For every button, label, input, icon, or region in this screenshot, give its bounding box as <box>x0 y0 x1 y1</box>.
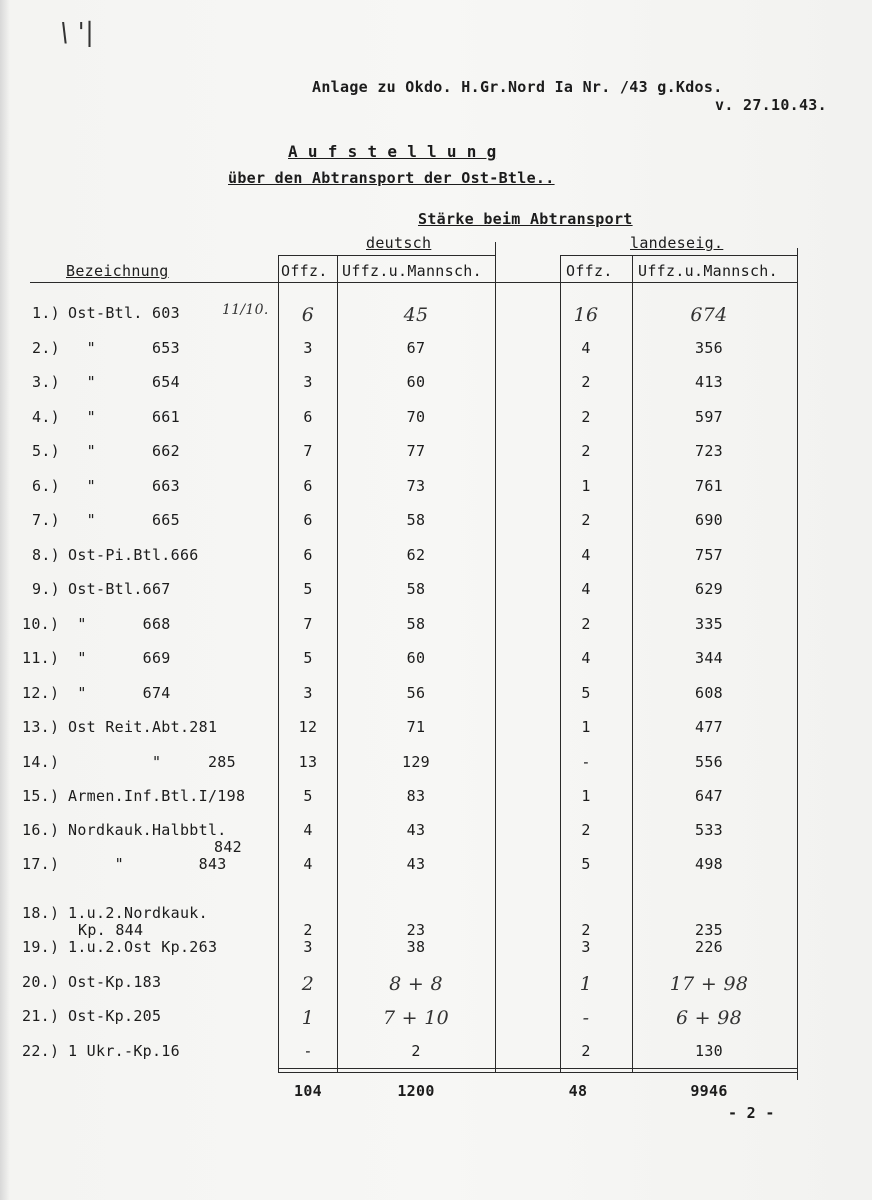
cell-uffz-deutsch: 62 <box>406 546 426 564</box>
page-number: - 2 - <box>728 1104 775 1122</box>
cell-uffz-deutsch: 77 <box>406 442 426 460</box>
cell-offz-deutsch: 5 <box>303 787 313 805</box>
cell-offz-landeseig: 3 <box>581 938 591 956</box>
cell-offz-landeseig: 2 <box>581 1042 591 1060</box>
cell-offz-deutsch: 2 <box>301 973 315 995</box>
row-number: 1.) <box>32 304 60 322</box>
header-bezeichnung: Bezeichnung <box>66 262 169 280</box>
row-designation: Ost-Kp.205 <box>68 1007 162 1025</box>
total-offz-deutsch: 104 <box>294 1082 322 1100</box>
cell-uffz-deutsch: 58 <box>406 511 426 529</box>
header-uffz-deutsch: Uffz.u.Mannsch. <box>342 262 482 280</box>
row-number: 11.) <box>22 649 60 667</box>
cell-uffz-landeseig: 226 <box>695 938 723 956</box>
cell-uffz-landeseig: 413 <box>695 373 723 391</box>
row-number: 8.) <box>32 546 60 564</box>
header-rule-landeseig <box>560 255 798 256</box>
cell-uffz-landeseig: 629 <box>695 580 723 598</box>
cell-uffz-landeseig: 761 <box>695 477 723 495</box>
cell-uffz-landeseig: 335 <box>695 615 723 633</box>
cell-offz-landeseig: 4 <box>581 649 591 667</box>
header-uffz-landeseig: Uffz.u.Mannsch. <box>638 262 778 280</box>
row-designation: Armen.Inf.Btl.I/198 <box>68 787 246 805</box>
cell-uffz-deutsch: 60 <box>406 649 426 667</box>
cell-uffz-landeseig: 356 <box>695 339 723 357</box>
cell-offz-landeseig: - <box>582 1007 590 1029</box>
row-number: 18.) <box>22 904 60 922</box>
cell-uffz-landeseig: 235 <box>695 921 723 939</box>
cell-offz-landeseig: 1 <box>579 973 593 995</box>
cell-uffz-landeseig: 608 <box>695 684 723 702</box>
cell-uffz-landeseig: 17 + 98 <box>669 973 749 995</box>
row-designation: " 661 <box>68 408 180 426</box>
row-designation: " 669 <box>68 649 171 667</box>
cell-offz-landeseig: - <box>581 753 591 771</box>
header-bottom-rule <box>30 282 798 283</box>
cell-uffz-landeseig: 477 <box>695 718 723 736</box>
cell-offz-deutsch: 4 <box>303 821 313 839</box>
cell-uffz-landeseig: 6 + 98 <box>675 1007 743 1029</box>
cell-uffz-landeseig: 757 <box>695 546 723 564</box>
total-offz-landeseig: 48 <box>568 1082 588 1100</box>
row-number: 20.) <box>22 973 60 991</box>
row-number: 16.) <box>22 821 60 839</box>
page-edge-shadow <box>0 0 10 1200</box>
cell-offz-deutsch: 3 <box>303 684 313 702</box>
reference-line-2: v. 27.10.43. <box>715 96 827 114</box>
cell-offz-deutsch: 6 <box>303 477 313 495</box>
cell-offz-landeseig: 2 <box>581 442 591 460</box>
row-designation: " 843 <box>68 855 227 873</box>
row-number: 2.) <box>32 339 60 357</box>
header-offz-deutsch: Offz. <box>281 262 328 280</box>
cell-offz-deutsch: 13 <box>298 753 318 771</box>
cell-offz-deutsch: 5 <box>303 649 313 667</box>
cell-uffz-deutsch: 60 <box>406 373 426 391</box>
cell-uffz-deutsch: 43 <box>406 821 426 839</box>
cell-uffz-landeseig: 597 <box>695 408 723 426</box>
cell-offz-landeseig: 2 <box>581 615 591 633</box>
row-designation: " 653 <box>68 339 180 357</box>
cell-offz-landeseig: 2 <box>581 408 591 426</box>
cell-offz-landeseig: 4 <box>581 339 591 357</box>
cell-uffz-landeseig: 690 <box>695 511 723 529</box>
cell-uffz-landeseig: 723 <box>695 442 723 460</box>
total-uffz-deutsch: 1200 <box>397 1082 435 1100</box>
cell-offz-deutsch: 12 <box>298 718 318 736</box>
row-designation: " 663 <box>68 477 180 495</box>
row-number: 12.) <box>22 684 60 702</box>
cell-offz-landeseig: 5 <box>581 855 591 873</box>
cell-offz-deutsch: 7 <box>303 615 313 633</box>
cell-offz-deutsch: 6 <box>301 304 315 326</box>
cell-uffz-deutsch: 70 <box>406 408 426 426</box>
column-line-3 <box>495 242 496 1073</box>
cell-offz-landeseig: 1 <box>581 718 591 736</box>
handwritten-marks: \ '| <box>60 18 95 48</box>
header-rule-deutsch <box>278 255 496 256</box>
cell-uffz-deutsch: 45 <box>403 304 429 326</box>
row-designation: Nordkauk.Halbbtl. <box>68 821 227 839</box>
row-designation: " 662 <box>68 442 180 460</box>
header-group-staerke: Stärke beim Abtransport <box>418 210 633 228</box>
row-number: 3.) <box>32 373 60 391</box>
column-line-5 <box>632 255 633 1073</box>
cell-uffz-landeseig: 498 <box>695 855 723 873</box>
header-deutsch: deutsch <box>366 234 432 252</box>
row-number: 13.) <box>22 718 60 736</box>
row-number: 17.) <box>22 855 60 873</box>
cell-offz-deutsch: 1 <box>301 1007 315 1029</box>
total-uffz-landeseig: 9946 <box>690 1082 728 1100</box>
cell-uffz-deutsch: 56 <box>406 684 426 702</box>
cell-uffz-deutsch: 73 <box>406 477 426 495</box>
row-number: 22.) <box>22 1042 60 1060</box>
row-number: 4.) <box>32 408 60 426</box>
row-number: 21.) <box>22 1007 60 1025</box>
row-designation: 1.u.2.Ost Kp.263 <box>68 938 218 956</box>
cell-offz-landeseig: 2 <box>581 373 591 391</box>
cell-uffz-landeseig: 130 <box>695 1042 723 1060</box>
column-line-6 <box>797 248 798 1080</box>
header-offz-landeseig: Offz. <box>566 262 613 280</box>
cell-offz-deutsch: 7 <box>303 442 313 460</box>
row-designation: " 668 <box>68 615 171 633</box>
cell-offz-deutsch: 3 <box>303 938 313 956</box>
row-designation: " 665 <box>68 511 180 529</box>
row-designation: " 674 <box>68 684 171 702</box>
totals-rule <box>278 1068 798 1069</box>
cell-offz-landeseig: 1 <box>581 477 591 495</box>
reference-line-1: Anlage zu Okdo. H.Gr.Nord Ia Nr. /43 g.Kdos. <box>312 78 723 96</box>
cell-offz-landeseig: 2 <box>581 511 591 529</box>
row-designation: " 285 <box>68 753 236 771</box>
cell-uffz-deutsch: 129 <box>402 753 430 771</box>
cell-offz-landeseig: 4 <box>581 546 591 564</box>
row-designation: Ost-Btl. 603 <box>68 304 180 322</box>
cell-offz-deutsch: 6 <box>303 546 313 564</box>
row-designation: Ost-Pi.Btl.666 <box>68 546 199 564</box>
row-designation: Ost-Btl.667 <box>68 580 171 598</box>
row-designation: Ost Reit.Abt.281 <box>68 718 218 736</box>
cell-uffz-landeseig: 344 <box>695 649 723 667</box>
cell-uffz-deutsch: 2 <box>411 1042 421 1060</box>
cell-uffz-landeseig: 533 <box>695 821 723 839</box>
cell-uffz-deutsch: 83 <box>406 787 426 805</box>
row-number: 10.) <box>22 615 60 633</box>
row-designation: 1 Ukr.-Kp.16 <box>68 1042 180 1060</box>
cell-uffz-deutsch: 58 <box>406 580 426 598</box>
cell-offz-landeseig: 4 <box>581 580 591 598</box>
cell-uffz-deutsch: 7 + 10 <box>382 1007 450 1029</box>
row-number: 19.) <box>22 938 60 956</box>
cell-offz-deutsch: 3 <box>303 373 313 391</box>
cell-offz-landeseig: 16 <box>573 304 599 326</box>
cell-offz-deutsch: 6 <box>303 511 313 529</box>
cell-uffz-deutsch: 58 <box>406 615 426 633</box>
row-designation-line2: 842 <box>214 838 242 856</box>
cell-offz-deutsch: 5 <box>303 580 313 598</box>
cell-offz-deutsch: 4 <box>303 855 313 873</box>
cell-offz-deutsch: - <box>303 1042 313 1060</box>
row-designation-line2: Kp. 844 <box>78 921 144 939</box>
header-landeseig: landeseig. <box>630 234 724 252</box>
cell-uffz-landeseig: 674 <box>690 304 728 326</box>
cell-uffz-deutsch: 67 <box>406 339 426 357</box>
cell-offz-landeseig: 2 <box>581 821 591 839</box>
cell-uffz-deutsch: 71 <box>406 718 426 736</box>
row-designation: " 654 <box>68 373 180 391</box>
cell-offz-landeseig: 5 <box>581 684 591 702</box>
cell-offz-deutsch: 3 <box>303 339 313 357</box>
document-subtitle: über den Abtransport der Ost-Btle.. <box>228 169 555 187</box>
row-designation: 1.u.2.Nordkauk. <box>68 904 208 922</box>
cell-uffz-deutsch: 43 <box>406 855 426 873</box>
cell-uffz-deutsch: 8 + 8 <box>389 973 443 995</box>
row-number: 6.) <box>32 477 60 495</box>
totals-rule-double <box>278 1072 798 1073</box>
row-handwritten-note: 11/10. <box>222 302 269 318</box>
document-title: A u f s t e l l u n g <box>288 142 497 161</box>
cell-offz-landeseig: 2 <box>581 921 591 939</box>
row-number: 7.) <box>32 511 60 529</box>
cell-uffz-landeseig: 647 <box>695 787 723 805</box>
cell-offz-deutsch: 6 <box>303 408 313 426</box>
cell-offz-landeseig: 1 <box>581 787 591 805</box>
row-number: 5.) <box>32 442 60 460</box>
column-line-1 <box>278 255 279 1073</box>
row-number: 15.) <box>22 787 60 805</box>
cell-uffz-landeseig: 556 <box>695 753 723 771</box>
row-number: 14.) <box>22 753 60 771</box>
row-designation: Ost-Kp.183 <box>68 973 162 991</box>
cell-uffz-deutsch: 38 <box>406 938 426 956</box>
row-number: 9.) <box>32 580 60 598</box>
cell-uffz-deutsch: 23 <box>406 921 426 939</box>
cell-offz-deutsch: 2 <box>303 921 313 939</box>
